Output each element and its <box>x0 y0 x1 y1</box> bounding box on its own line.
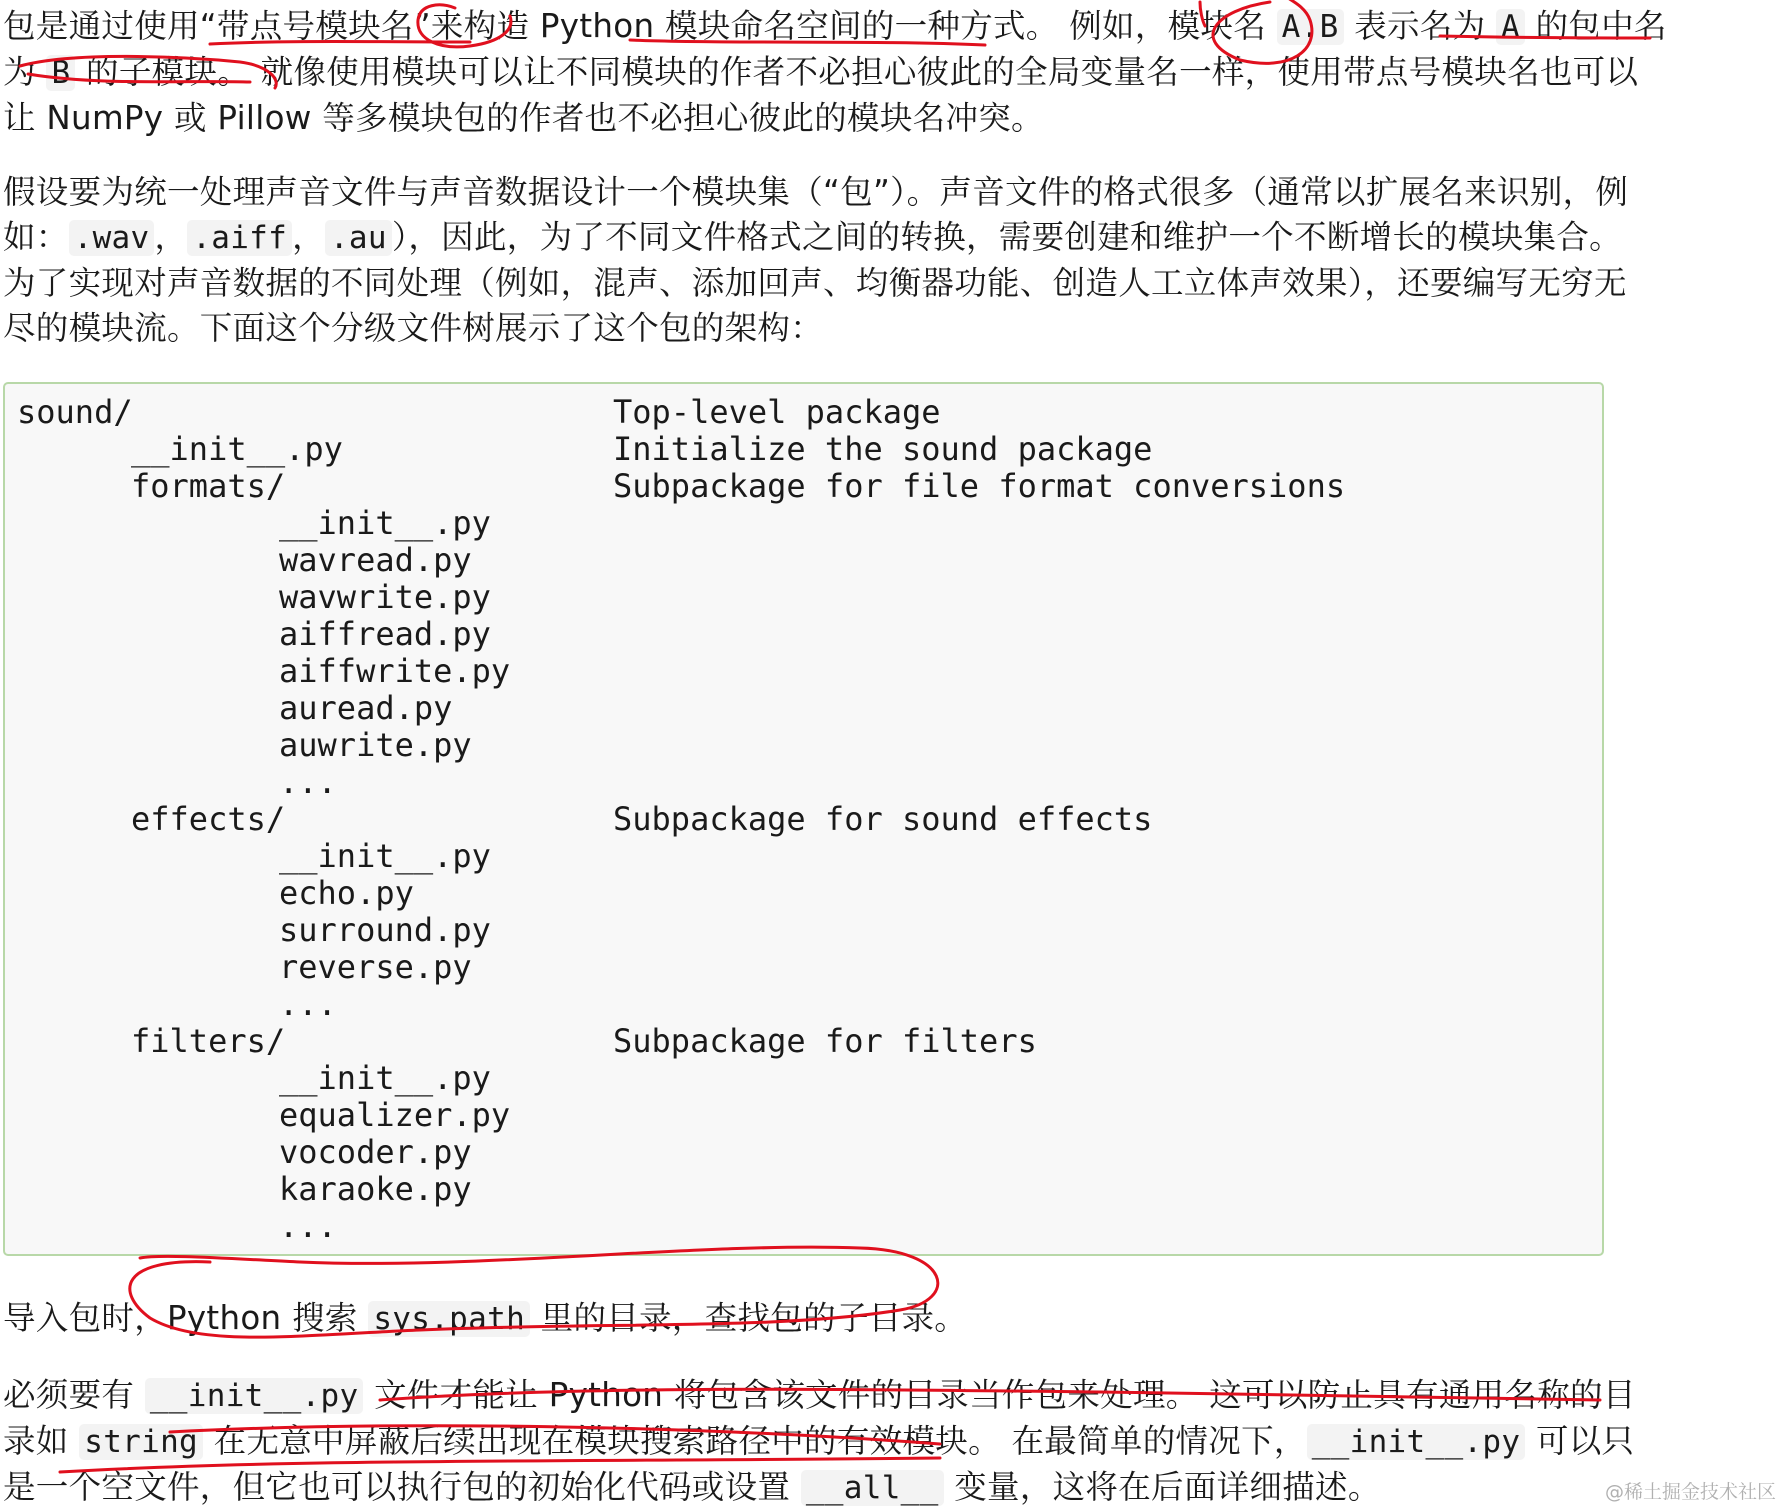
inline-code: A.B <box>1277 9 1344 45</box>
tree-entry-description: Top-level package <box>613 393 941 431</box>
tree-row <box>5 431 1595 468</box>
text-line: 导入包时，Python 搜索 sys.path 里的目录，查找包的子目录。 <box>3 1299 968 1337</box>
tree-row <box>5 394 1595 431</box>
paragraph-init-py <box>3 1373 1636 1511</box>
tree-entry-name: filters/ <box>131 1022 286 1060</box>
text-line: 为 B 的子模块。 就像使用模块可以让不同模块的作者不必担心彼此的全局变量名一样，使用带点号模块名也可以 <box>3 53 1639 91</box>
paragraph-sound-package <box>3 170 1629 351</box>
tree-entry-name: ... <box>279 985 337 1023</box>
tree-entry-name: ... <box>279 763 337 801</box>
tree-entry-name: formats/ <box>131 467 286 505</box>
tree-entry-name: equalizer.py <box>279 1096 511 1134</box>
watermark: @稀土掘金技术社区 <box>1604 1481 1776 1503</box>
tree-row <box>5 764 1595 801</box>
inline-code: __init__.py <box>1307 1424 1526 1460</box>
tree-row <box>5 986 1595 1023</box>
tree-entry-name: __init__.py <box>279 1059 491 1097</box>
tree-entry-name: reverse.py <box>279 948 472 986</box>
text-line: 假设要为统一处理声音文件与声音数据设计一个模块集（“包”）。声音文件的格式很多（通常以扩展名来识别，例 <box>3 173 1629 211</box>
tree-row <box>5 1023 1595 1060</box>
inline-code: __init__.py <box>145 1378 364 1414</box>
text-line: 尽的模块流。下面这个分级文件树展示了这个包的架构： <box>3 309 824 347</box>
tree-entry-name: aiffwrite.py <box>279 652 511 690</box>
tree-row <box>5 875 1595 912</box>
tree-entry-name: auread.py <box>279 689 453 727</box>
tree-row <box>5 1208 1595 1245</box>
tree-entry-name: __init__.py <box>279 837 491 875</box>
inline-code: .aiff <box>187 220 292 256</box>
tree-entry-name: echo.py <box>279 874 414 912</box>
tree-entry-name: wavwrite.py <box>279 578 491 616</box>
text-line: 录如 string 在无意中屏蔽后续出现在模块搜索路径中的有效模块。 在最简单的情况下， __init__.py 可以只 <box>3 1422 1635 1460</box>
tree-entry-name: effects/ <box>131 800 286 838</box>
paragraph-intro <box>3 4 1667 141</box>
tree-row <box>5 1097 1595 1134</box>
tree-row <box>5 1060 1595 1097</box>
text-line: 必须要有 __init__.py 文件才能让 Python 将包含该文件的目录当作包来处理。 这可以防止具有通用名称的目 <box>3 1376 1636 1414</box>
text-line: 为了实现对声音数据的不同处理（例如，混声、添加回声、均衡器功能、创造人工立体声效果），还要编写无穷无 <box>3 264 1627 302</box>
tree-entry-name: __init__.py <box>279 504 491 542</box>
tree-entry-name: auwrite.py <box>279 726 472 764</box>
tree-row <box>5 468 1595 505</box>
tree-row <box>5 690 1595 727</box>
inline-code: string <box>79 1424 203 1460</box>
tree-entry-description: Initialize the sound package <box>613 430 1153 468</box>
tree-entry-description: Subpackage for filters <box>613 1022 1037 1060</box>
tree-entry-name: karaoke.py <box>279 1170 472 1208</box>
tree-row <box>5 616 1595 653</box>
tree-row <box>5 542 1595 579</box>
code-block-file-tree <box>3 382 1604 1256</box>
tree-entry-name: vocoder.py <box>279 1133 472 1171</box>
paragraph-import <box>3 1296 1623 1342</box>
inline-code: .wav <box>69 220 155 256</box>
inline-code: sys.path <box>368 1301 530 1337</box>
tree-row <box>5 801 1595 838</box>
tree-entry-name: __init__.py <box>131 430 343 468</box>
tree-row <box>5 1134 1595 1171</box>
inline-code: A <box>1496 9 1525 45</box>
tree-entry-name: surround.py <box>279 911 491 949</box>
tree-row <box>5 1171 1595 1208</box>
text-line: 是一个空文件，但它也可以执行包的初始化代码或设置 __all__ 变量，这将在后面详细描述。 <box>3 1468 1381 1506</box>
text-line: 让 NumPy 或 Pillow 等多模块包的作者也不必担心彼此的模块名冲突。 <box>3 99 1044 137</box>
inline-code: B <box>46 55 75 91</box>
inline-code: .au <box>325 220 392 256</box>
tree-entry-description: Subpackage for file format conversions <box>613 467 1346 505</box>
tree-row <box>5 579 1595 616</box>
text-line: 包是通过使用“带点号模块名”来构造 Python 模块命名空间的一种方式。 例如，模块名 A.B 表示名为 A 的包中名 <box>3 7 1667 45</box>
tree-row <box>5 912 1595 949</box>
inline-code: __all__ <box>801 1470 944 1506</box>
text-line: 如： .wav ， .aiff ， .au ），因此，为了不同文件格式之间的转换，需要创建和维护一个不断增长的模块集合。 <box>3 218 1622 256</box>
tree-entry-name: wavread.py <box>279 541 472 579</box>
tree-entry-description: Subpackage for sound effects <box>613 800 1153 838</box>
tree-row <box>5 653 1595 690</box>
tree-entry-name: sound/ <box>17 393 133 431</box>
tree-entry-name: ... <box>279 1207 337 1245</box>
tree-row <box>5 949 1595 986</box>
tree-entry-name: aiffread.py <box>279 615 491 653</box>
tree-row <box>5 838 1595 875</box>
tree-row <box>5 727 1595 764</box>
tree-row <box>5 505 1595 542</box>
